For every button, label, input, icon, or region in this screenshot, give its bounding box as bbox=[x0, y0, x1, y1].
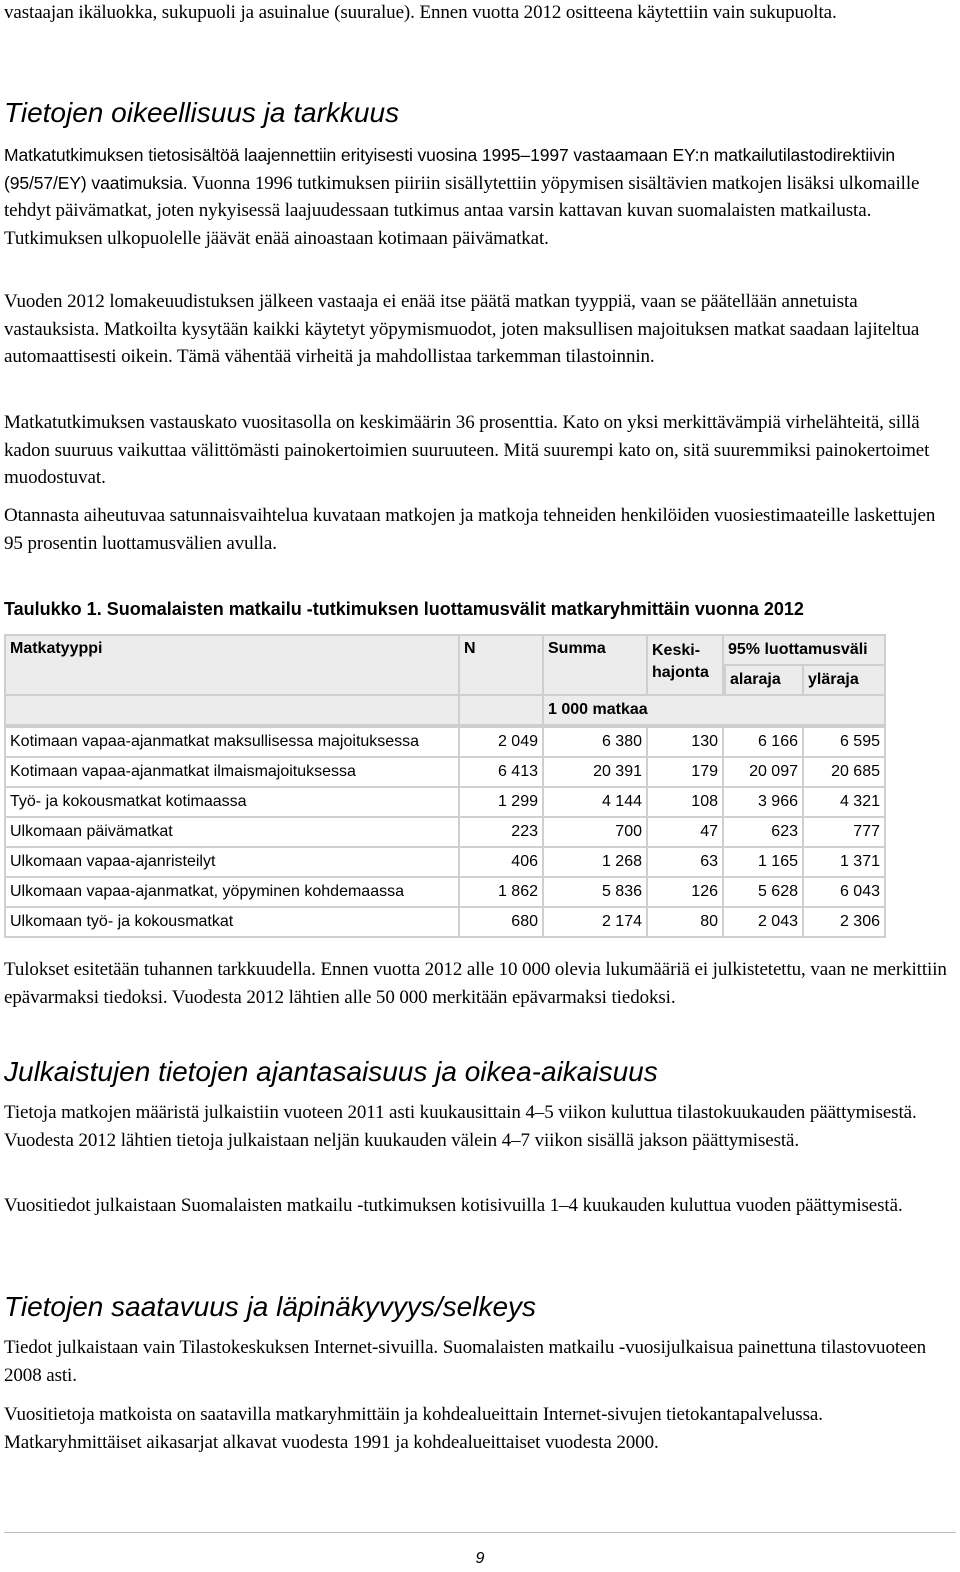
table-row bbox=[4, 818, 886, 848]
availability-paragraph-1: Tiedot julkaistaan vain Tilastokeskuksen Internet-sivuilla. Suomalaisten matkailu -vuosijulkaisua painettuna tilastovuoteen 2008 asti. bbox=[4, 1337, 927, 1386]
header-n: N bbox=[460, 634, 544, 696]
cell-keskihajonta: 130 bbox=[648, 726, 724, 758]
cell-ylaraja: 777 bbox=[804, 818, 886, 848]
table-caption-prefix: Taulukko 1. bbox=[4, 599, 102, 619]
cell-summa: 700 bbox=[544, 818, 648, 848]
cell-n: 680 bbox=[460, 908, 544, 938]
header-unit: 1 000 matkaa bbox=[544, 696, 886, 726]
cell-alaraja: 6 166 bbox=[724, 726, 804, 758]
page-number: 9 bbox=[475, 1550, 485, 1567]
section-heading-accuracy: Tietojen oikeellisuus ja tarkkuus bbox=[4, 97, 400, 128]
footer-rule bbox=[4, 1532, 956, 1533]
header-unit-blank bbox=[4, 696, 460, 726]
cell-n: 223 bbox=[460, 818, 544, 848]
cell-keskihajonta: 63 bbox=[648, 848, 724, 878]
cell-ylaraja: 1 371 bbox=[804, 848, 886, 878]
cell-matkatyyppi: Ulkomaan päivämatkat bbox=[4, 818, 460, 848]
cell-summa: 2 174 bbox=[544, 908, 648, 938]
cell-keskihajonta: 108 bbox=[648, 788, 724, 818]
cell-alaraja: 623 bbox=[724, 818, 804, 848]
cell-matkatyyppi: Kotimaan vapaa-ajanmatkat maksullisessa majoituksessa bbox=[4, 726, 460, 758]
table-row bbox=[4, 848, 886, 878]
cell-n: 2 049 bbox=[460, 726, 544, 758]
cell-n: 1 299 bbox=[460, 788, 544, 818]
header-sum: Summa bbox=[544, 634, 648, 696]
cell-summa: 6 380 bbox=[544, 726, 648, 758]
timeliness-paragraph-1: Tietoja matkojen määristä julkaistiin vuoteen 2011 asti kuukausittain 4–5 viikon kuluttua tilastokuukauden päättymisestä. Vuodesta 2012 lähtien tietoja julkaistaan neljän kuukauden välein 4–7 viikon sisällä jakson päättymisestä. bbox=[4, 1102, 917, 1151]
availability-paragraph-2: Vuositietoja matkoista on saatavilla matkaryhmittäin ja kohdealueittain Internet-sivujen tietokantapalvelussa. Matkaryhmittäiset aikasarjat alkavat vuodesta 1991 ja kohdealueittaiset vuodesta 2000. bbox=[4, 1404, 823, 1453]
cell-matkatyyppi: Ulkomaan vapaa-ajanristeilyt bbox=[4, 848, 460, 878]
cell-summa: 1 268 bbox=[544, 848, 648, 878]
cell-ylaraja: 20 685 bbox=[804, 758, 886, 788]
table-row bbox=[4, 726, 886, 758]
accuracy-paragraph-2: Vuoden 2012 lomakeuudistuksen jälkeen vastaaja ei enää itse päätä matkan tyyppiä, vaan se päätellään annetuista vastauksista. Matkoilta kysytään kaikki käytetyt yöpymismuodot, joten maksullisen majoituksen matkat saadaan lajiteltua automaattisesti oikein. Tämä vähentää virheitä ja mahdollistaa tarkemman tilastoinnin. bbox=[4, 291, 920, 367]
cell-alaraja: 20 097 bbox=[724, 758, 804, 788]
header-ci: 95% luottamusväli bbox=[724, 634, 886, 666]
timeliness-paragraph-2: Vuositiedot julkaistaan Suomalaisten matkailu -tutkimuksen kotisivuilla 1–4 kuukauden kuluttua vuoden päättymisestä. bbox=[4, 1195, 903, 1216]
table-row bbox=[4, 908, 886, 938]
accuracy-paragraph-3: Matkatutkimuksen vastauskato vuositasolla on keskimäärin 36 prosenttia. Kato on yksi merkittävämpiä virhelähteitä, sillä kadon suuruus vaikuttaa välittömästi painokertoimien suuruuteen. Mitä suurempi kato on, sitä suuremmiksi painokertoimet muodostuvat. bbox=[4, 412, 930, 488]
cell-matkatyyppi: Työ- ja kokousmatkat kotimaassa bbox=[4, 788, 460, 818]
cell-n: 406 bbox=[460, 848, 544, 878]
header-sd: Keski-hajonta bbox=[648, 634, 724, 696]
cell-n: 1 862 bbox=[460, 878, 544, 908]
cell-summa: 4 144 bbox=[544, 788, 648, 818]
table-body bbox=[4, 726, 886, 938]
header-unit-blank bbox=[460, 696, 544, 726]
cell-keskihajonta: 126 bbox=[648, 878, 724, 908]
table-caption-text: Suomalaisten matkailu -tutkimuksen luottamusvälit matkaryhmittäin vuonna 2012 bbox=[101, 599, 804, 619]
cell-matkatyyppi: Kotimaan vapaa-ajanmatkat ilmaismajoituksessa bbox=[4, 758, 460, 788]
cell-keskihajonta: 80 bbox=[648, 908, 724, 938]
cell-n: 6 413 bbox=[460, 758, 544, 788]
accuracy-paragraph-1-sans: Matkatutkimuksen tietosisältöä laajennettiin erityisesti vuosina 1995–1997 vastaamaan EY:n matkailutilastodirektiivin (95/57/EY) vaatimuksia. bbox=[4, 145, 896, 193]
table-row bbox=[4, 878, 886, 908]
table-caption bbox=[4, 597, 804, 621]
cell-ylaraja: 4 321 bbox=[804, 788, 886, 818]
accuracy-paragraph-1-serif: Vuonna 1996 tutkimuksen piiriin sisällytettiin yöpymisen sisältävien matkojen lisäksi ulkomaille tehdyt päivämatkat, joten nykyisessä laajuudessaan tutkimus antaa varsin kattavan kuvan suomalaisten matkailusta. Tutkimuksen ulkopuolelle jäävät enää ainoastaan kotimaan päivämatkat. bbox=[4, 172, 920, 249]
accuracy-paragraph-4: Otannasta aiheutuvaa satunnaisvaihtelua kuvataan matkojen ja matkoja tehneiden henkilöiden vuosiestimaateille laskettujen 95 prosentin luottamusvälien avulla. bbox=[4, 505, 936, 554]
accuracy-paragraph-1 bbox=[4, 142, 956, 252]
cell-matkatyyppi: Ulkomaan työ- ja kokousmatkat bbox=[4, 908, 460, 938]
cell-summa: 20 391 bbox=[544, 758, 648, 788]
table-row bbox=[4, 788, 886, 818]
table-row bbox=[4, 758, 886, 788]
header-type: Matkatyyppi bbox=[4, 634, 460, 696]
cell-alaraja: 2 043 bbox=[724, 908, 804, 938]
cell-alaraja: 1 165 bbox=[724, 848, 804, 878]
cell-ylaraja: 2 306 bbox=[804, 908, 886, 938]
cell-keskihajonta: 47 bbox=[648, 818, 724, 848]
header-upper: yläraja bbox=[804, 666, 886, 696]
intro-fragment: vastaajan ikäluokka, sukupuoli ja asuinalue (suuralue). Ennen vuotta 2012 ositteena käytettiin vain sukupuolta. bbox=[4, 2, 837, 23]
cell-alaraja: 3 966 bbox=[724, 788, 804, 818]
cell-summa: 5 836 bbox=[544, 878, 648, 908]
cell-alaraja: 5 628 bbox=[724, 878, 804, 908]
cell-ylaraja: 6 595 bbox=[804, 726, 886, 758]
section-heading-timeliness: Julkaistujen tietojen ajantasaisuus ja oikea-aikaisuus bbox=[4, 1056, 658, 1087]
table-note: Tulokset esitetään tuhannen tarkkuudella. Ennen vuotta 2012 alle 10 000 olevia lukumääriä ei julkistetettu, vaan ne merkittiin epävarmaksi tiedoksi. Vuodesta 2012 lähtien alle 50 000 merkitään epävarmaksi tiedoksi. bbox=[4, 959, 947, 1008]
header-lower: alaraja bbox=[724, 666, 804, 696]
cell-matkatyyppi: Ulkomaan vapaa-ajanmatkat, yöpyminen kohdemaassa bbox=[4, 878, 460, 908]
confidence-interval-table bbox=[4, 634, 886, 938]
cell-ylaraja: 6 043 bbox=[804, 878, 886, 908]
section-heading-availability: Tietojen saatavuus ja läpinäkyvyys/selkeys bbox=[4, 1291, 537, 1322]
cell-keskihajonta: 179 bbox=[648, 758, 724, 788]
